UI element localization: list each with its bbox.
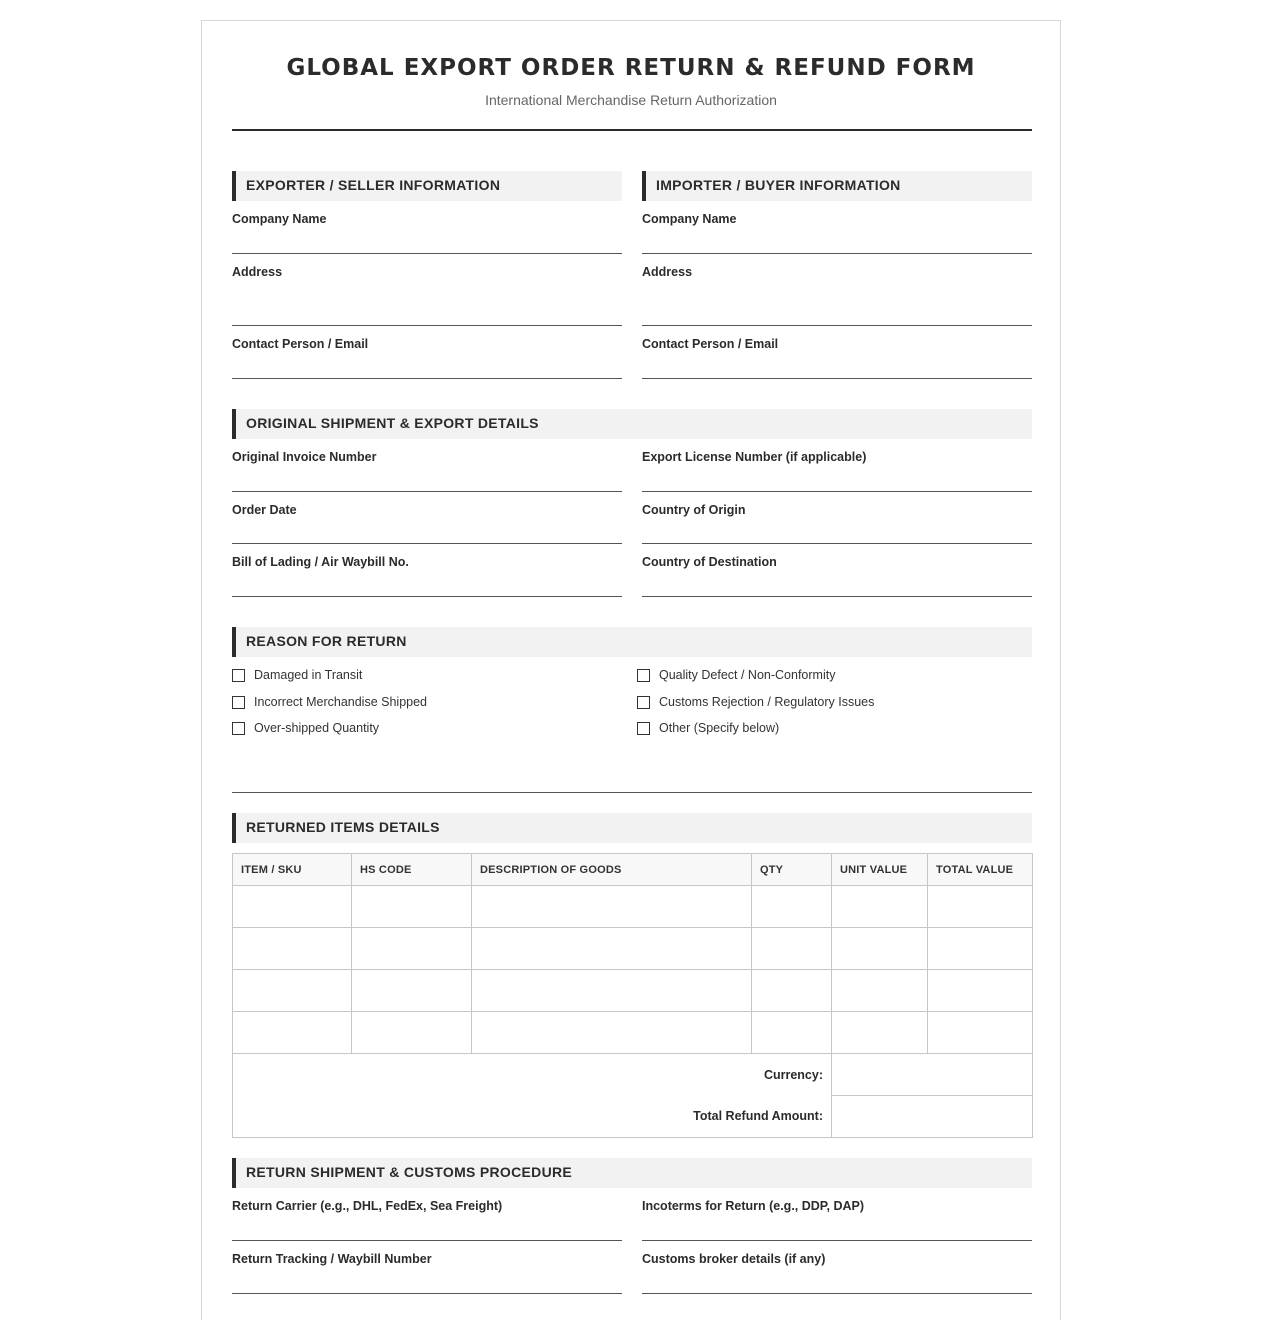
checkbox-label: Quality Defect / Non-Conformity bbox=[659, 668, 836, 682]
column-header-description: DESCRIPTION OF GOODS bbox=[472, 854, 752, 886]
importer-section-heading: IMPORTER / BUYER INFORMATION bbox=[642, 171, 1032, 201]
currency-row bbox=[233, 1054, 1033, 1096]
checkbox-label: Incorrect Merchandise Shipped bbox=[254, 695, 428, 709]
exporter-section-heading: EXPORTER / SELLER INFORMATION bbox=[232, 171, 622, 201]
currency-label: Currency: bbox=[233, 1054, 832, 1096]
incoterms-label: Incoterms for Return (e.g., DDP, DAP) bbox=[642, 1199, 865, 1213]
checkbox-label: Over-shipped Quantity bbox=[254, 721, 380, 735]
table-cell[interactable] bbox=[832, 970, 928, 1012]
form-title: GLOBAL EXPORT ORDER RETURN & REFUND FORM bbox=[286, 55, 976, 81]
total-refund-input[interactable] bbox=[832, 1096, 1033, 1138]
checkbox-box[interactable] bbox=[232, 722, 245, 735]
total-refund-row bbox=[233, 1096, 1033, 1138]
table-cell[interactable] bbox=[233, 886, 352, 928]
table-cell[interactable] bbox=[233, 970, 352, 1012]
exporter-contact-field[interactable] bbox=[232, 337, 622, 379]
customs-broker-field[interactable] bbox=[642, 1252, 1032, 1294]
table-cell[interactable] bbox=[832, 928, 928, 970]
checkbox-box[interactable] bbox=[637, 722, 650, 735]
table-row bbox=[233, 1012, 1033, 1054]
shipment-section-heading: ORIGINAL SHIPMENT & EXPORT DETAILS bbox=[232, 409, 1032, 439]
checkbox-box[interactable] bbox=[637, 696, 650, 709]
currency-input[interactable] bbox=[832, 1054, 1033, 1096]
table-cell[interactable] bbox=[352, 970, 472, 1012]
country-origin-label: Country of Origin bbox=[642, 503, 746, 517]
table-cell[interactable] bbox=[752, 928, 832, 970]
form-subtitle: International Merchandise Return Authorization bbox=[485, 92, 777, 108]
reason-section-heading: REASON FOR RETURN bbox=[232, 627, 1032, 657]
table-cell[interactable] bbox=[752, 886, 832, 928]
order-date-field[interactable] bbox=[232, 503, 622, 544]
order-date-label: Order Date bbox=[232, 503, 297, 517]
checkbox-label: Damaged in Transit bbox=[254, 668, 363, 682]
country-destination-field[interactable] bbox=[642, 555, 1032, 597]
table-row bbox=[233, 928, 1033, 970]
importer-address-label: Address bbox=[642, 265, 693, 279]
table-cell[interactable] bbox=[472, 1012, 752, 1054]
table-cell[interactable] bbox=[832, 886, 928, 928]
export-license-label: Export License Number (if applicable) bbox=[642, 450, 867, 464]
table-cell[interactable] bbox=[352, 928, 472, 970]
table-cell[interactable] bbox=[472, 886, 752, 928]
importer-contact-field[interactable] bbox=[642, 337, 1032, 379]
table-cell[interactable] bbox=[352, 886, 472, 928]
table-header-row bbox=[233, 854, 1033, 886]
importer-contact-label: Contact Person / Email bbox=[642, 337, 779, 351]
table-cell[interactable] bbox=[832, 1012, 928, 1054]
title-divider bbox=[232, 129, 1032, 131]
column-header-qty: QTY bbox=[752, 854, 832, 886]
checkbox-box[interactable] bbox=[232, 669, 245, 682]
checkbox-label: Customs Rejection / Regulatory Issues bbox=[659, 695, 875, 709]
items-section-heading: RETURNED ITEMS DETAILS bbox=[232, 813, 1032, 843]
exporter-address-label: Address bbox=[232, 265, 283, 279]
table-row bbox=[233, 886, 1033, 928]
table-cell[interactable] bbox=[928, 1012, 1033, 1054]
column-header-total-value: TOTAL VALUE bbox=[928, 854, 1033, 886]
invoice-number-label: Original Invoice Number bbox=[232, 450, 377, 464]
bill-of-lading-label: Bill of Lading / Air Waybill No. bbox=[232, 555, 409, 569]
table-cell[interactable] bbox=[352, 1012, 472, 1054]
returned-items-table bbox=[232, 853, 1033, 1138]
country-origin-field[interactable] bbox=[642, 503, 1032, 544]
country-destination-label: Country of Destination bbox=[642, 555, 777, 569]
table-cell[interactable] bbox=[928, 886, 1033, 928]
column-header-unit-value: UNIT VALUE bbox=[832, 854, 928, 886]
invoice-number-field[interactable] bbox=[232, 450, 622, 492]
exporter-company-label: Company Name bbox=[232, 212, 327, 226]
table-row bbox=[233, 970, 1033, 1012]
table-cell[interactable] bbox=[472, 928, 752, 970]
other-reason-line[interactable] bbox=[232, 792, 1032, 793]
column-header-hs-code: HS CODE bbox=[352, 854, 472, 886]
checkbox-box[interactable] bbox=[637, 669, 650, 682]
exporter-company-field[interactable] bbox=[232, 212, 622, 254]
return-tracking-field[interactable] bbox=[232, 1252, 622, 1294]
table-cell[interactable] bbox=[233, 928, 352, 970]
customs-broker-label: Customs broker details (if any) bbox=[642, 1252, 826, 1266]
return-shipment-section-heading: RETURN SHIPMENT & CUSTOMS PROCEDURE bbox=[232, 1158, 1032, 1188]
return-carrier-label: Return Carrier (e.g., DHL, FedEx, Sea Freight) bbox=[232, 1199, 503, 1213]
table-cell[interactable] bbox=[928, 970, 1033, 1012]
table-cell[interactable] bbox=[928, 928, 1033, 970]
bill-of-lading-field[interactable] bbox=[232, 555, 622, 597]
table-cell[interactable] bbox=[472, 970, 752, 1012]
importer-address-field[interactable] bbox=[642, 265, 1032, 326]
table-cell[interactable] bbox=[233, 1012, 352, 1054]
exporter-contact-label: Contact Person / Email bbox=[232, 337, 369, 351]
total-refund-label: Total Refund Amount: bbox=[233, 1096, 832, 1138]
checkbox-box[interactable] bbox=[232, 696, 245, 709]
table-cell[interactable] bbox=[752, 970, 832, 1012]
checkbox-label: Other (Specify below) bbox=[659, 721, 780, 735]
exporter-address-field[interactable] bbox=[232, 265, 622, 326]
form-page bbox=[201, 20, 1061, 1320]
table-cell[interactable] bbox=[752, 1012, 832, 1054]
export-license-field[interactable] bbox=[642, 450, 1032, 492]
incoterms-field[interactable] bbox=[642, 1199, 1032, 1241]
importer-company-field[interactable] bbox=[642, 212, 1032, 254]
importer-company-label: Company Name bbox=[642, 212, 737, 226]
return-carrier-field[interactable] bbox=[232, 1199, 622, 1241]
return-tracking-label: Return Tracking / Waybill Number bbox=[232, 1252, 432, 1266]
column-header-item-sku: ITEM / SKU bbox=[233, 854, 352, 886]
